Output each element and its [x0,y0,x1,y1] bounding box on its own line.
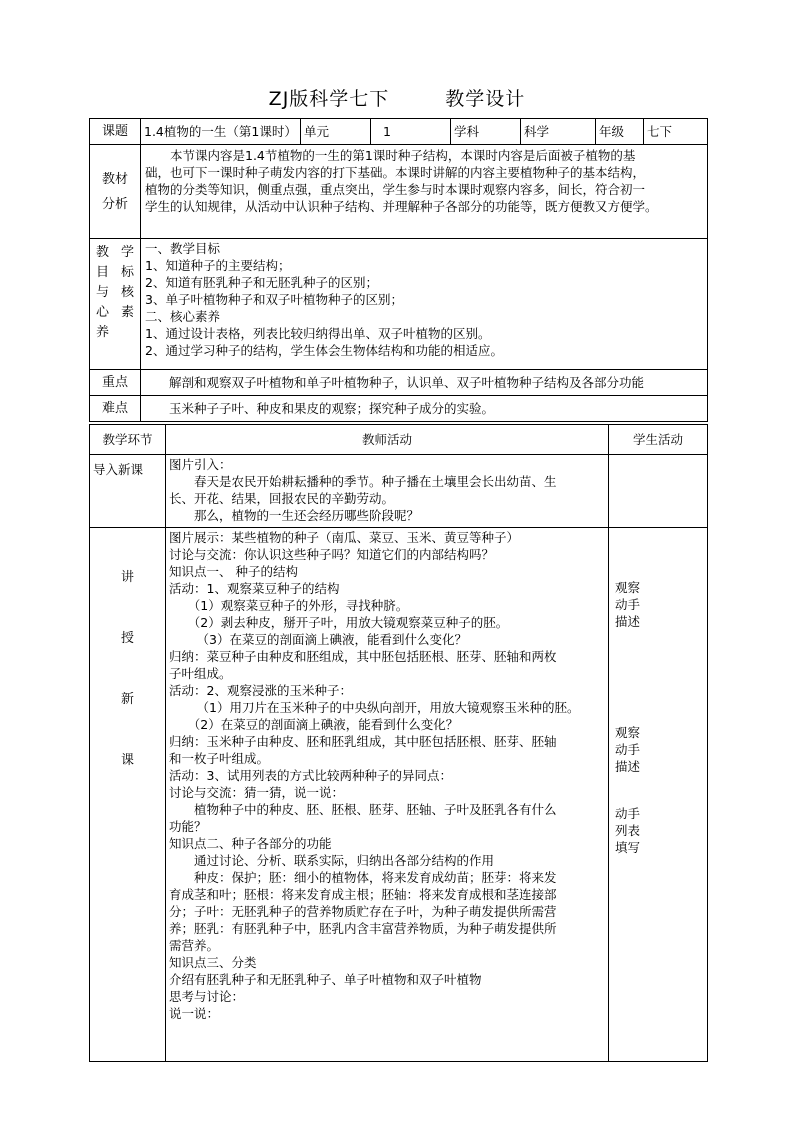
student-activity-line: 列表 [615,823,641,838]
analysis-line: 学生的认知规律，从活动中认识种子结构、并理解种子各部分的功能等，既方便教又方便学。 [145,199,658,214]
lecture-stage [90,528,166,1062]
lecture-line: 讨论与交流：猜一猜，说一说： [169,785,345,800]
difficulty-label: 难点 [90,396,141,422]
document-title [0,84,794,111]
lecture-line: 功能？ [169,819,207,834]
lecture-line: （3）在菜豆的剖面滴上碘液，能看到什么变化？ [196,632,467,647]
key-point-text: 解剖和观察双子叶植物和单子叶植物种子，认识单、双子叶植物种子结构及各部分功能 [141,370,708,396]
goals-label-line: 教 学 [96,245,134,260]
lecture-line: （2）剥去种皮，掰开子叶，用放大镜观察菜豆种子的胚。 [187,615,509,630]
student-activity-line: 观察 [615,580,641,595]
stage-header: 教学环节 [90,425,166,455]
lecture-line: 思考与讨论： [169,989,245,1004]
student-activity-line: 描述 [615,614,641,629]
goals-line: 一、教学目标 [145,241,221,256]
analysis-line: 植物的分类等知识，侧重点强，重点突出，学生参与时本课时观察内容多，间长，符合初一 [145,182,646,197]
lecture-line: 通过讨论、分析、联系实际，归纳出各部分结构的作用 [194,853,495,868]
lecture-line: 活动：2、观察浸涨的玉米种子： [169,683,352,698]
lecture-line: （2）在菜豆的剖面滴上碘液，能看到什么变化？ [187,717,459,732]
goals-line: 1、通过设计表格，列表比较归纳得出单、双子叶植物的区别。 [145,326,491,341]
topic-value: 1.4植物的一生（第1课时） [141,119,301,145]
student-activity-line: 动手 [615,597,641,612]
student-header: 学生活动 [609,425,708,455]
goals-line: 1、知道种子的主要结构； [145,258,291,273]
lecture-line: 归纳：菜豆种子由种皮和胚组成，其中胚包括胚根、胚芽、胚轴和两枚 [169,649,557,664]
process-header-row [90,425,708,455]
lecture-line: 分；子叶：无胚乳种子的营养物质贮存在子叶，为种子萌发提供所需营 [169,904,557,919]
analysis-text [141,145,708,239]
lecture-line: 种皮：保护；胚：细小的植物体，将来发育成幼苗；胚芽：将来发 [194,870,557,885]
lecture-line: 讨论与交流：你认识这些种子吗？知道它们的内部结构吗？ [169,547,495,562]
lecture-student [609,528,708,1062]
grade-value: 七下 [644,119,708,145]
intro-student [609,455,708,528]
teacher-header: 教师活动 [166,425,609,455]
student-activity-line: 动手 [615,806,641,821]
lecture-line: （1）用刀片在玉米种子的中央纵向剖开，用放大镜观察玉米种的胚。 [196,700,580,715]
lecture-stage-char: 课 [120,753,134,768]
lecture-line: 子叶组成。 [169,666,232,681]
difficulty-row [90,396,708,422]
analysis-line: 础，也可下一课时种子萌发内容的打下基础。本课时讲解的内容主要植物种子的基本结构， [145,165,646,180]
subject-value: 科学 [521,119,596,145]
analysis-label [90,145,141,239]
info-row [90,119,708,145]
goals-label [90,239,141,370]
analysis-line: 本节课内容是1.4节植物的一生的第1课时种子结构，本课时内容是后面被子植物的基 [170,148,636,163]
lecture-stage-char: 讲 [120,570,134,585]
lecture-line: 介绍有胚乳种子和无胚乳种子、单子叶植物和双子叶植物 [169,972,482,987]
goals-label-line: 与 核 [96,285,134,300]
info-table [89,118,708,422]
student-activity-3 [615,805,704,856]
student-activity-line: 观察 [615,725,641,740]
analysis-label-line: 教材 [101,171,128,187]
key-point-row [90,370,708,396]
student-activity-2 [615,724,704,775]
goals-row [90,239,708,370]
analysis-label-line: 分析 [101,196,128,212]
intro-row [90,455,708,528]
lecture-stage-char: 新 [120,692,134,707]
lecture-line: 图片展示：某些植物的种子（南瓜、菜豆、玉米、黄豆等种子） [169,530,520,545]
unit-value: 1 [371,119,451,145]
goals-line: 3、单子叶植物种子和双子叶植物种子的区别； [145,292,403,307]
intro-stage: 导入新课 [90,455,166,528]
lecture-line: 知识点三、分类 [169,955,257,970]
lecture-line: 养；胚乳：有胚乳种子中，胚乳内含丰富营养物质，为种子萌发提供所 [169,921,557,936]
goals-text [141,239,708,370]
lecture-line: 和一枚子叶组成。 [169,751,270,766]
lecture-line: 知识点一、 种子的结构 [169,564,298,579]
unit-label: 单元 [301,119,371,145]
lecture-teacher [166,528,609,1062]
difficulty-text: 玉米种子子叶、种皮和果皮的观察；探究种子成分的实验。 [141,396,708,422]
title-right: 教学设计 [445,88,526,110]
lecture-line: （1）观察菜豆种子的外形，寻找种脐。 [187,598,409,613]
analysis-row [90,145,708,239]
intro-line: 图片引入： [169,457,232,472]
process-table [89,424,708,1062]
intro-line: 长、开花、结果，回报农民的辛勤劳动。 [169,491,395,506]
lecture-line: 需营养。 [169,938,220,953]
student-activity-1 [615,579,704,630]
goals-label-line: 心 素 [96,305,134,320]
student-activity-line: 描述 [615,759,641,774]
student-activity-line: 动手 [615,742,641,757]
grade-label: 年级 [596,119,644,145]
intro-line: 那么，植物的一生还会经历哪些阶段呢？ [194,508,420,523]
lecture-line: 植物种子中的种皮、胚、胚根、胚芽、胚轴、子叶及胚乳各有什么 [194,802,557,817]
lecture-line: 说一说： [169,1006,220,1021]
lecture-row [90,528,708,1062]
lecture-line: 育成茎和叶；胚根：将来发育成主根；胚轴：将来发育成根和茎连接部 [169,887,557,902]
lecture-stage-char: 授 [120,631,134,646]
title-left: ZJ版科学七下 [268,88,390,110]
intro-teacher [166,455,609,528]
lecture-line: 归纳：玉米种子由种皮、胚和胚乳组成，其中胚包括胚根、胚芽、胚轴 [169,734,557,749]
subject-label: 学科 [451,119,521,145]
intro-line: 春天是农民开始耕耘播种的季节。种子播在土壤里会长出幼苗、生 [194,474,557,489]
lecture-line: 活动：1、观察菜豆种子的结构 [169,581,340,596]
key-point-label: 重点 [90,370,141,396]
goals-label-line: 养 [96,325,110,340]
goals-line: 二、核心素养 [145,309,221,324]
goals-line: 2、知道有胚乳种子和无胚乳种子的区别； [145,275,378,290]
goals-label-line: 目 标 [96,265,134,280]
student-activity-line: 填写 [615,840,641,855]
topic-label: 课题 [90,119,141,145]
lecture-line: 知识点二、种子各部分的功能 [169,836,332,851]
lecture-line: 活动：3、试用列表的方式比较两种种子的异同点： [169,768,452,783]
goals-line: 2、通过学习种子的结构，学生体会生物体结构和功能的相适应。 [145,343,503,358]
